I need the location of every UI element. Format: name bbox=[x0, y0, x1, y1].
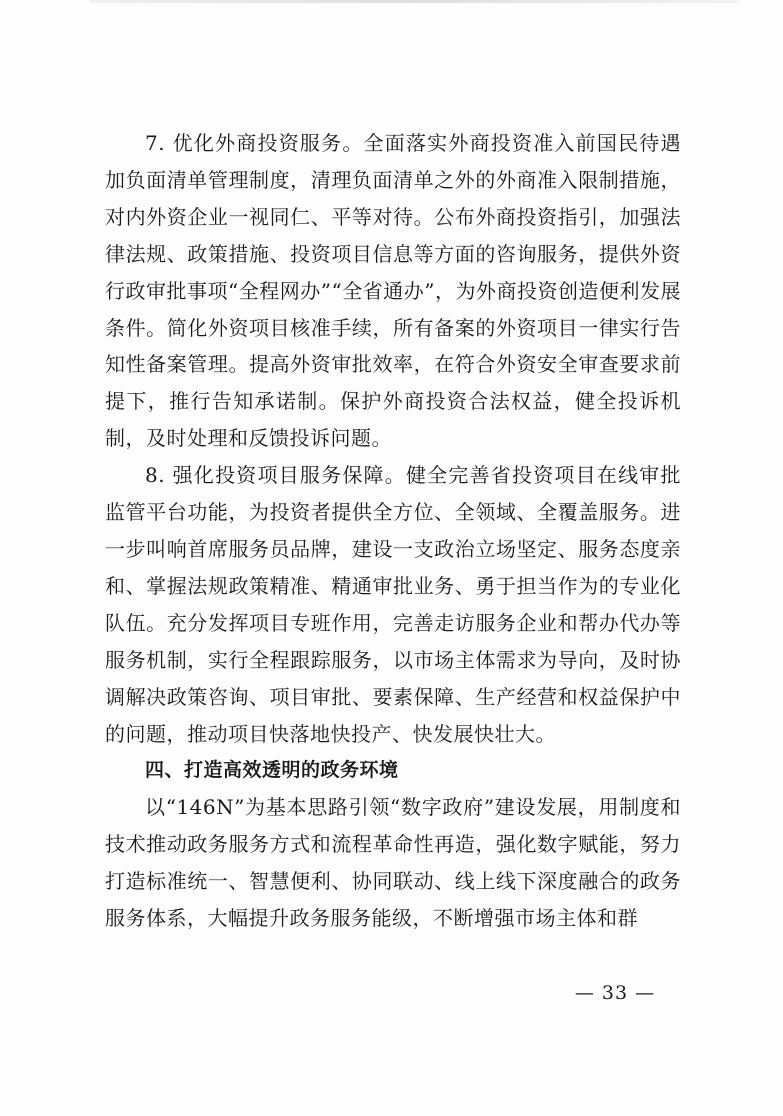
closing-paragraph: 以“146N”为基本思路引领“数字政府”建设发展，用制度和技术推动政务服务方式和流程革命性再造，强化数字赋能，努力打造标准统一、智慧便利、协同联动、线上线下深度融合的政务服务体系，大幅提升政务服务能级，不断增强市场主体和群 bbox=[105, 795, 681, 931]
document-body bbox=[105, 125, 681, 937]
scan-edge-mark bbox=[90, 0, 740, 3]
page-number: — 33 — bbox=[574, 982, 656, 1004]
paragraph-item-7: 7. 优化外商投资服务。全面落实外商投资准入前国民待遇加负面清单管理制度，清理负面清单之外的外商准入限制措施，对内外资企业一视同仁、平等对待。公布外商投资指引，加强法律法规、政策措施、投资项目信息等方面的咨询服务，提供外资行政审批事项“全程网办”“全省通办”，为外商投资创造便利发展条件。简化外资项目核准手续，所有备案的外资项目一律实行告知性备案管理。提高外资审批效率，在符合外资安全审查要求前提下，推行告知承诺制。保护外商投资合法权益，健全投诉机制，及时处理和反馈投诉问题。 bbox=[105, 131, 681, 451]
section-heading: 四、打造高效透明的政务环境 bbox=[145, 759, 399, 782]
paragraph-item-8: 8. 强化投资项目服务保障。健全完善省投资项目在线审批监管平台功能，为投资者提供全方位、全领域、全覆盖服务。进一步叫响首席服务员品牌，建设一支政治立场坚定、服务态度亲和、掌握法规政策精准、精通审批业务、勇于担当作为的专业化队伍。充分发挥项目专班作用，完善走访服务企业和帮办代办等服务机制，实行全程跟踪服务，以市场主体需求为导向，及时协调解决政策咨询、项目审批、要素保障、生产经营和权益保护中的问题，推动项目快落地快投产、快发展快壮大。 bbox=[105, 463, 681, 746]
